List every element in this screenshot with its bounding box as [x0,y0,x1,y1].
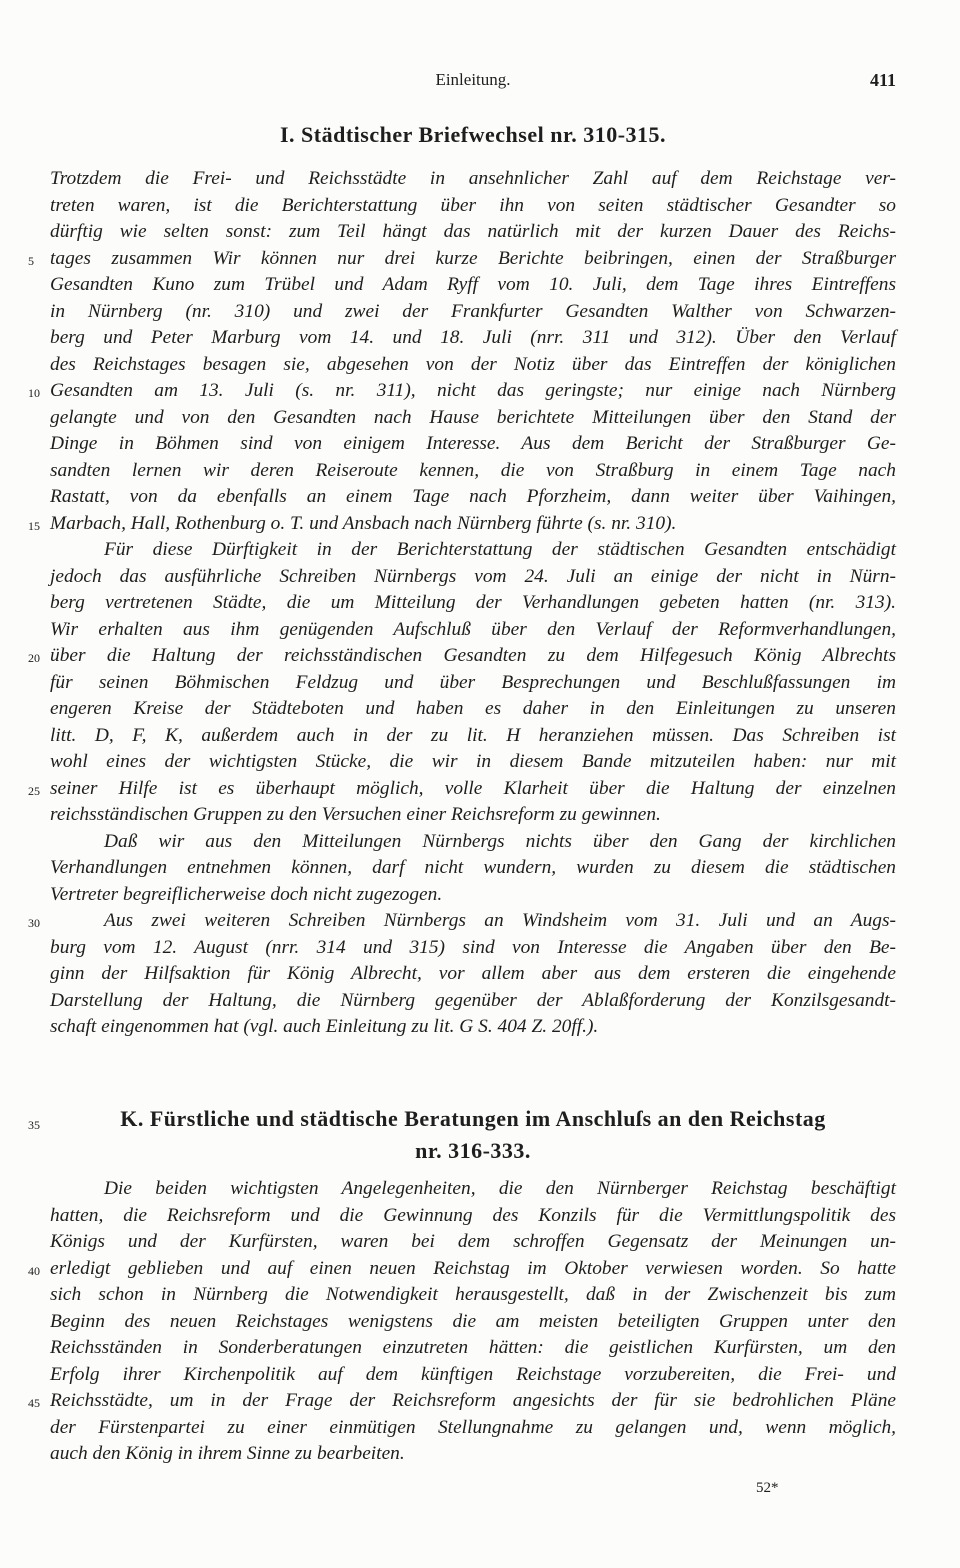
text-line-content: Rastatt, von da ebenfalls an einem Tage nach Pforzheim, dann weiter über Vaihingen, [50,486,896,507]
text-line [50,537,896,563]
text-line [50,882,896,908]
text-line [50,696,896,722]
text-line-content: Dinge in Böhmen sind von einigem Interesse. Aus dem Bericht der Straßburger Ge- [50,433,896,454]
text-line-content: Erfolg ihrer Kirchenpolitik auf dem künftigen Reichstage vorzubereiten, die Frei- und [50,1363,896,1385]
text-line-content: litt. D, F, K, außerdem auch in der zu lit. H heranziehen müssen. Das Schreiben ist [50,724,896,746]
text-line-content: seiner Hilfe ist es überhaupt möglich, volle Klarheit über die Haltung der einzelnen [50,777,896,799]
text-line [50,617,896,643]
text-line [50,405,896,431]
margin-line-number: 15 [28,518,40,533]
text-line-content: Die beiden wichtigsten Angelegenheiten, die den Nürnberger Reichstag beschäftigt [104,1178,896,1199]
text-line [28,776,896,802]
section-heading-i: I. Städtischer Briefwechsel nr. 310-315. [279,122,667,147]
text-line [50,1176,896,1202]
section-heading-k-line2: nr. 316-333. [415,1138,531,1163]
text-line [50,855,896,881]
running-head-title: Einleitung. [435,70,511,89]
text-line [50,193,896,219]
text-line [50,219,896,245]
text-line [28,643,896,669]
text-line [50,1441,896,1467]
text-line-content: dürftig wie selten sonst: zum Teil hängt das natürlich mit der kurzen Dauer des Reichs- [50,221,896,242]
margin-line-number: 25 [28,783,40,798]
text-line [50,829,896,855]
text-line [50,590,896,616]
text-line-content: für seinen Böhmischen Feldzug und über Besprechungen und Beschlußfassungen im [50,671,896,693]
text-line-content: hatten, die Reichsreform und die Gewinnung des Konzils für die Vermittlungspolitik des [50,1204,896,1226]
text-line-content: wohl eines der wichtigsten Stücke, die wir in diesem Bande mitzuteilen haben: nur mit [50,751,896,772]
text-line-content: Reichsständen in Sonderberatungen einzutreten hätten: die geistlichen Kurfürsten, um den [50,1337,896,1358]
text-line [50,272,896,298]
running-head [50,70,896,98]
text-line-content: Gesandten am 13. Juli (s. nr. 311), nicht das geringste; nur einige nach Nürnberg [50,380,896,401]
text-line [50,564,896,590]
page-number: 411 [869,70,896,90]
text-line-content: in Nürnberg (nr. 310) und zwei der Frankfurter Gesandten Walther von Schwarzen- [50,300,896,322]
text-line-content: tages zusammen Wir können nur drei kurze Berichte beibringen, einen der Straßburger [50,247,896,269]
text-line-content: treten waren, ist die Berichterstattung über ihn von seiten städtischer Gesandter so [50,194,896,216]
text-line-content: erledigt geblieben und auf einen neuen Reichstag im Oktober verwiesen worden. So hatte [50,1257,896,1279]
text-line [50,802,896,828]
text-line [50,1362,896,1388]
text-line [50,1014,896,1040]
signature-mark: 52* [756,1480,779,1496]
margin-line-number: 40 [28,1263,40,1278]
text-line [50,1203,896,1229]
margin-line-number: 20 [28,651,40,665]
text-line [50,325,896,351]
text-line [50,299,896,325]
text-line [28,511,896,537]
text-line [50,352,896,378]
text-line [28,246,896,272]
text-line-content: Reichsstädte, um in der Frage der Reichsreform angesichts der für sie bedrohlichen Pläne [50,1390,896,1411]
text-line-content: berg und Peter Marburg vom 14. und 18. Juli (nrr. 311 und 312). Über den Verlauf [50,327,896,348]
text-line-content: jedoch das ausführliche Schreiben Nürnbergs vom 24. Juli an einige der nicht in Nürn- [50,565,896,587]
text-line [50,1282,896,1308]
text-line [50,1335,896,1361]
text-line-content: gelangte und von den Gesandten nach Hause berichtete Mitteilungen über den Stand der [50,406,896,428]
section-heading-k: K. Fürstliche und städtische Beratungen im Anschluſs an den Reichstag [120,1106,826,1131]
text-line-content: der Fürstenpartei zu einer einmütigen Stellungnahme zu gelangen und, wenn möglich, [50,1416,896,1438]
text-line-content: über die Haltung der reichsständischen Gesandten zu dem Hilfegesuch König Albrechts [50,645,896,666]
margin-line-number: 5 [28,253,34,268]
text-line [50,670,896,696]
text-line-content: Verhandlungen entnehmen können, darf nicht wundern, wurden zu diesem die städtischen [50,857,896,878]
text-line-content: Wir erhalten aus ihm genügenden Aufschluß über den Verlauf der Reformverhandlungen, [50,618,896,640]
text-line-content: Marbach, Hall, Rothenburg o. T. und Ansbach nach Nürnberg führte (s. nr. 310). [50,512,677,534]
text-line-content: reichsständischen Gruppen zu den Versuchen einer Reichsreform zu gewinnen. [50,804,661,825]
margin-line-number: 45 [28,1396,40,1410]
text-line [50,961,896,987]
text-line-content: Trotzdem die Frei- und Reichsstädte in ansehnlicher Zahl auf dem Reichstage ver- [50,168,896,189]
text-line [50,431,896,457]
text-line [50,1309,896,1335]
text-line-content: sandten lernen wir deren Reiseroute kennen, die von Straßburg in einem Tage nach [50,459,896,481]
text-line [28,1388,896,1414]
text-line-content: Darstellung der Haltung, die Nürnberg gegenüber der Ablaßforderung der Konzilsgesandt- [50,989,896,1011]
text-line-content: schaft eingenommen hat (vgl. auch Einleitung zu lit. G S. 404 Z. 20ff.). [50,1016,599,1037]
text-line-content: berg vertretenen Städte, die um Mitteilung der Verhandlungen gebeten hatten (nr. 313). [50,592,896,613]
text-line [50,988,896,1014]
text-line [50,1229,896,1255]
text-line-content: Für diese Dürftigkeit in der Berichterstattung der städtischen Gesandten entschädigt [104,539,896,560]
text-line-content: Aus zwei weiteren Schreiben Nürnbergs an Windsheim vom 31. Juli und an Augs- [104,910,896,931]
text-line [50,723,896,749]
text-line-content: Daß wir aus den Mitteilungen Nürnbergs nichts über den Gang der kirchlichen [104,830,896,852]
text-line-content: burg vom 12. August (nrr. 314 und 315) sind von Interesse die Angaben über den Be- [50,936,896,958]
text-line [50,458,896,484]
text-line-content: Vertreter begreiflicherweise doch nicht zugezogen. [50,883,443,905]
margin-line-number: 10 [28,386,40,400]
text-line-content: auch den König in ihrem Sinne zu bearbeiten. [50,1443,405,1464]
text-line [28,908,896,934]
text-line [50,1415,896,1441]
text-line-content: des Reichstages besagen sie, abgesehen von der Notiz über das Eintreffen der königlichen [50,353,896,375]
text-line [50,166,896,192]
text-line [50,935,896,961]
text-line [50,749,896,775]
text-line-content: engeren Kreise der Städteboten und haben es daher in den Einleitungen zu unseren [50,698,896,719]
text-line-content: Königs und der Kurfürsten, waren bei dem schroffen Gegensatz der Meinungen un- [50,1231,896,1252]
text-line-content: Gesandten Kuno zum Trübel und Adam Ryff vom 10. Juli, dem Tage ihres Eintreffens [50,274,896,295]
text-line-content: ginn der Hilfsaktion für König Albrecht, vor allem aber aus dem ersteren die eingehende [50,963,896,984]
margin-line-number: 35 [28,1118,40,1132]
text-line [28,378,896,404]
text-line [50,484,896,510]
text-line-content: Beginn des neuen Reichstages wenigstens die am meisten beteiligten Gruppen unter den [50,1310,896,1332]
margin-line-number: 30 [28,916,40,930]
text-line-content: sich schon in Nürnberg die Notwendigkeit herausgestellt, daß in der Zwischenzeit bis zum [50,1284,896,1305]
text-line [28,1256,896,1282]
